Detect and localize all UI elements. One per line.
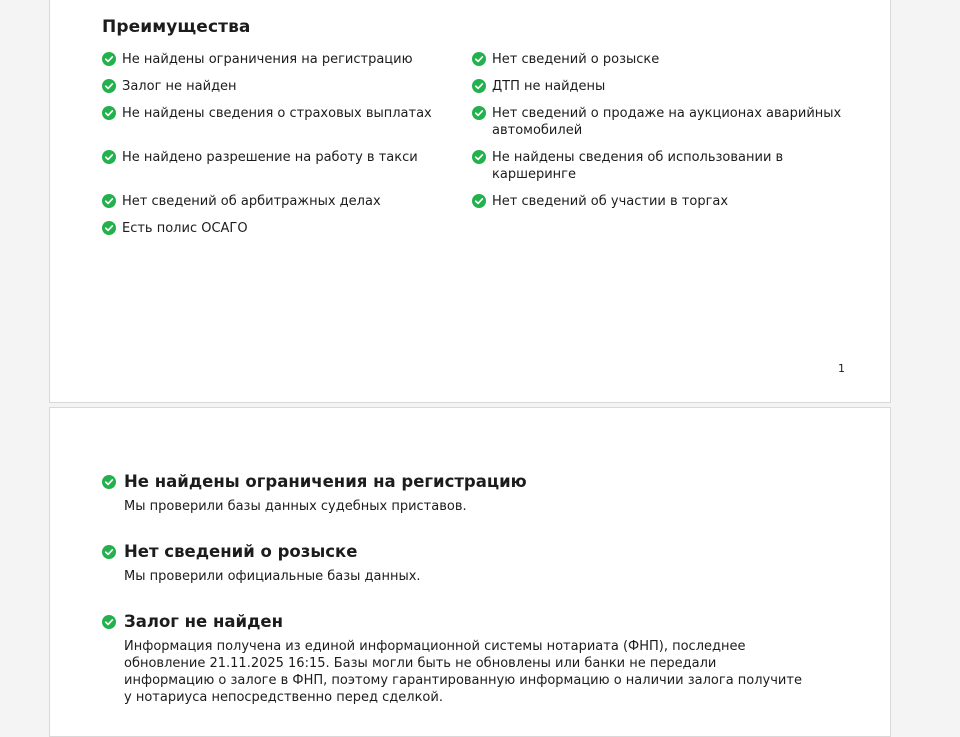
- benefit-label: Нет сведений о продаже на аукционах аварийных автомобилей: [492, 106, 842, 138]
- benefit-item: [472, 51, 842, 68]
- check-circle-icon: [472, 106, 486, 120]
- benefit-item: [102, 149, 472, 183]
- check-circle-icon: [102, 150, 116, 164]
- detail-description: Информация получена из единой информационной системы нотариата (ФНП), последнее обновление 21.11.2025 16:15. Базы могли быть не обновлены или банки не передали информацию о залоге в ФНП, поэтому гарантированную информацию о наличии залога получите у нотариуса непосредственно перед сделкой.: [124, 639, 802, 705]
- check-circle-icon: [102, 615, 116, 629]
- benefit-item: [102, 51, 472, 68]
- detail-title: Нет сведений о розыске: [124, 542, 358, 561]
- check-circle-icon: [472, 194, 486, 208]
- detail-title: Залог не найден: [124, 612, 283, 631]
- detail-description: Мы проверили официальные базы данных.: [124, 569, 421, 584]
- check-circle-icon: [472, 52, 486, 66]
- benefit-item: [472, 105, 842, 139]
- benefit-item: [472, 149, 842, 183]
- page-number: 1: [838, 362, 845, 375]
- detail-section-registration: [102, 472, 802, 515]
- report-page-1: [49, 0, 891, 403]
- check-circle-icon: [102, 194, 116, 208]
- benefit-label: Залог не найден: [122, 79, 237, 94]
- benefit-label: Не найдены ограничения на регистрацию: [122, 52, 413, 67]
- benefit-item: [102, 105, 472, 139]
- benefit-label: Есть полис ОСАГО: [122, 221, 248, 236]
- check-circle-icon: [102, 221, 116, 235]
- section-title: Преимущества: [102, 17, 251, 37]
- check-circle-icon: [102, 545, 116, 559]
- benefit-label: Нет сведений об участии в торгах: [492, 194, 729, 209]
- check-circle-icon: [102, 106, 116, 120]
- benefits-list: [102, 51, 842, 247]
- detail-section-wanted: [102, 542, 802, 585]
- benefit-item: [102, 220, 472, 237]
- benefit-label: Не найдены сведения об использовании в каршеринге: [492, 150, 784, 182]
- check-circle-icon: [102, 52, 116, 66]
- benefit-label: Не найдены сведения о страховых выплатах: [122, 106, 432, 121]
- benefit-label: Нет сведений об арбитражных делах: [122, 194, 381, 209]
- report-page-2: [49, 407, 891, 737]
- check-circle-icon: [472, 79, 486, 93]
- benefit-item: [472, 193, 842, 210]
- benefit-item: [102, 78, 472, 95]
- benefit-label: Не найдено разрешение на работу в такси: [122, 150, 418, 165]
- detail-description: Мы проверили базы данных судебных приставов.: [124, 499, 467, 514]
- check-circle-icon: [472, 150, 486, 164]
- check-circle-icon: [102, 79, 116, 93]
- benefit-label: Нет сведений о розыске: [492, 52, 660, 67]
- benefit-item: [472, 78, 842, 95]
- check-circle-icon: [102, 475, 116, 489]
- benefit-label: ДТП не найдены: [492, 79, 606, 94]
- detail-section-pledge: [102, 612, 802, 706]
- detail-title: Не найдены ограничения на регистрацию: [124, 472, 527, 491]
- benefit-item: [102, 193, 472, 210]
